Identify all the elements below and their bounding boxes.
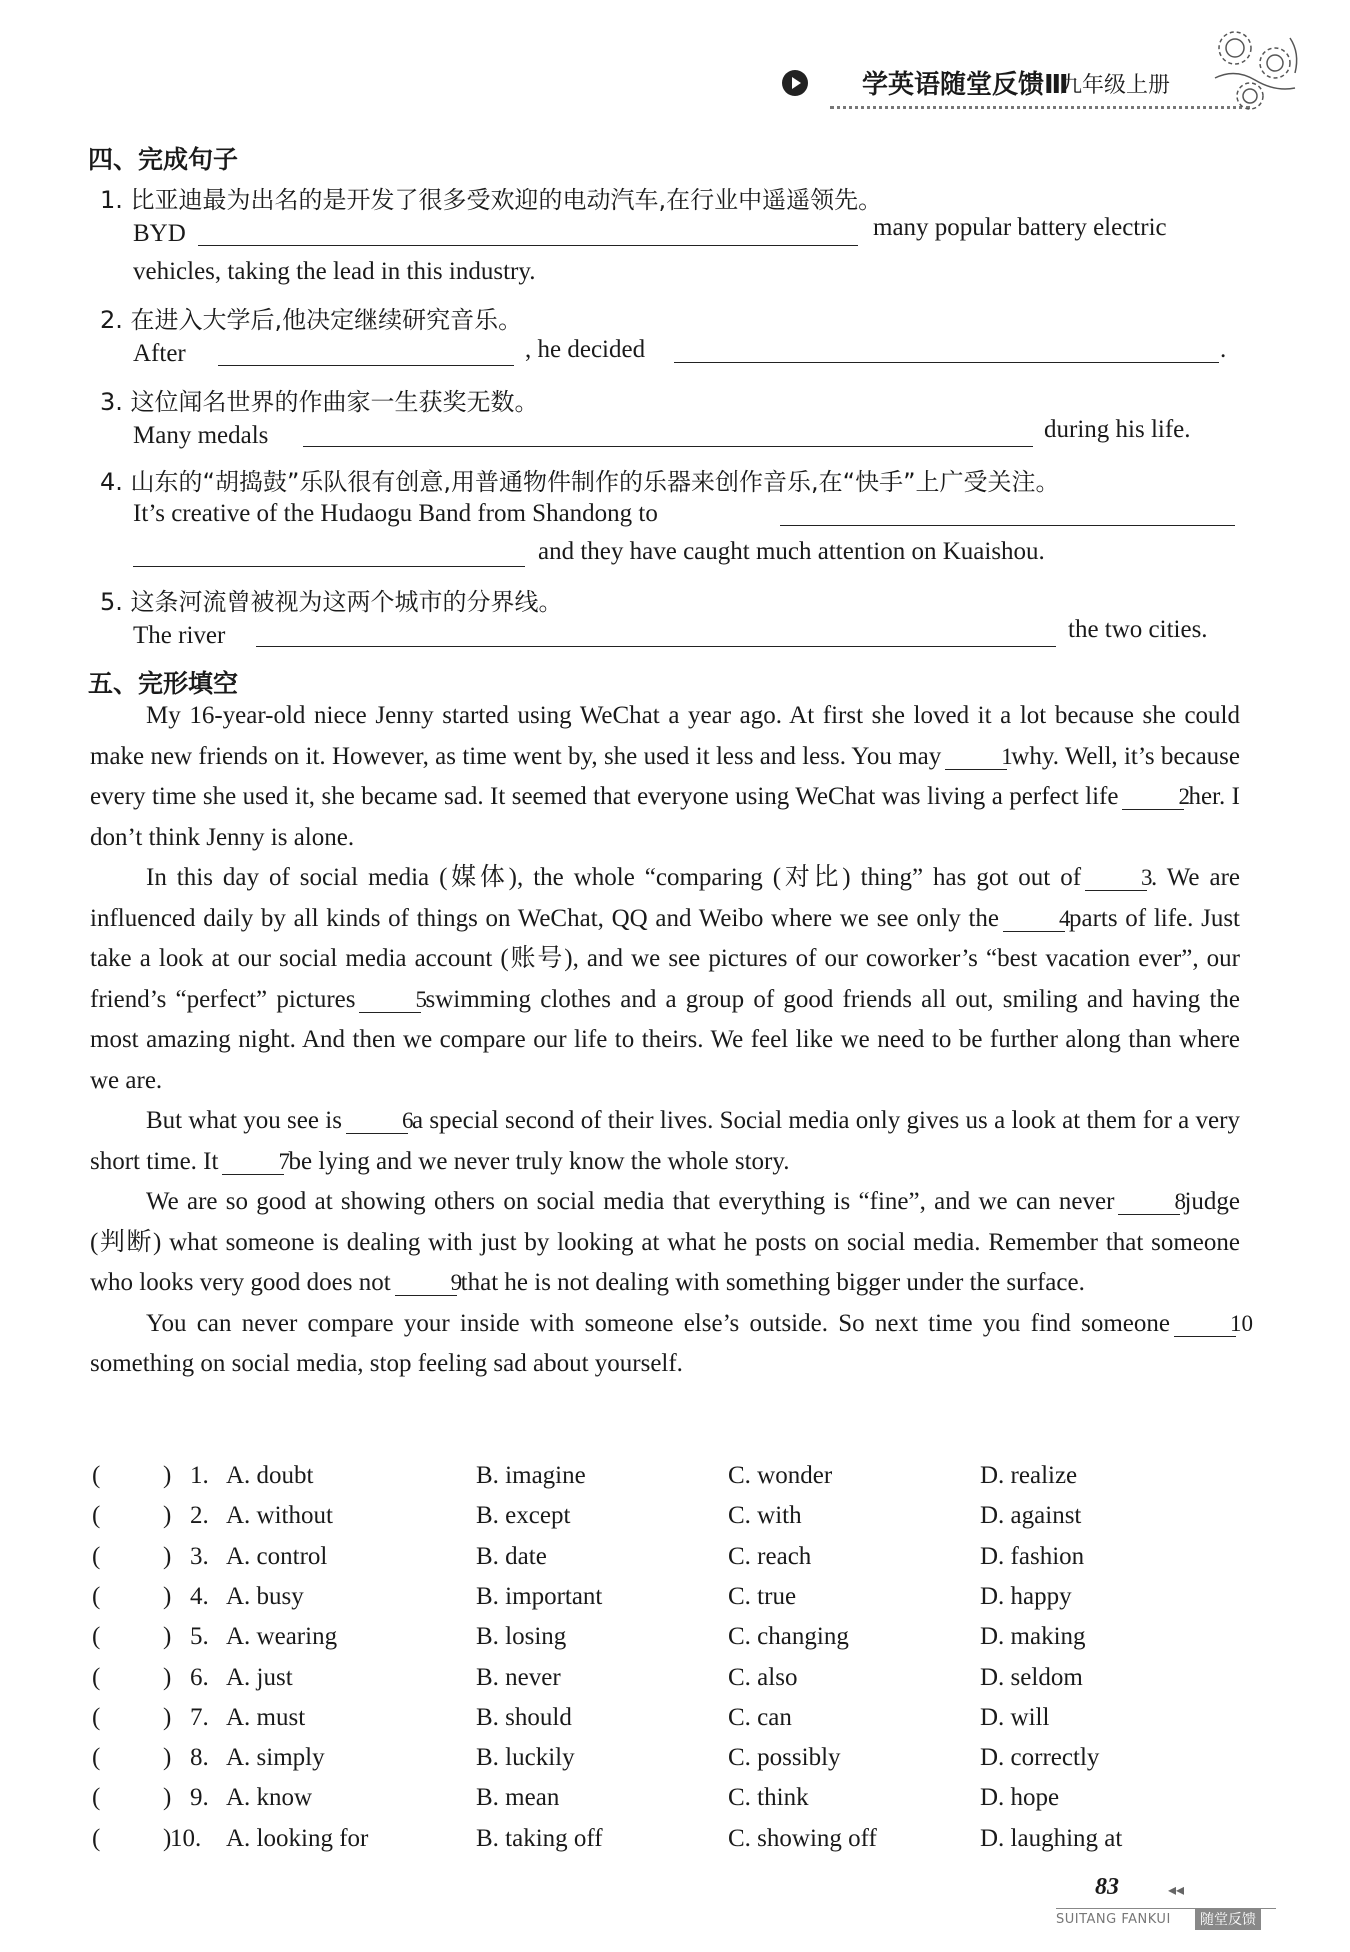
answer-paren-close: ) <box>163 1784 172 1812</box>
sentence-2-blank-b[interactable] <box>674 362 1219 363</box>
sentence-1-chinese: 1. 比亚迪最为出名的是开发了很多受欢迎的电动汽车,在行业中遥遥领先。 <box>100 186 883 214</box>
option-d[interactable]: D. fashion <box>980 1542 1085 1570</box>
answer-paren-open[interactable]: ( <box>92 1824 101 1852</box>
option-a[interactable]: A. just <box>226 1663 293 1691</box>
option-number: 10. <box>170 1824 202 1852</box>
sentence-1-blank[interactable] <box>198 245 858 246</box>
sentence-4-prefix: It’s creative of the Hudaogu Band from Shandong to <box>133 500 658 527</box>
cloze-blank-8[interactable]: 8 <box>1118 1190 1180 1215</box>
sentence-5-suffix: the two cities. <box>1068 616 1208 643</box>
answer-paren-open[interactable]: ( <box>92 1462 101 1489</box>
option-a[interactable]: A. must <box>226 1703 306 1731</box>
option-d[interactable]: D. seldom <box>980 1663 1083 1691</box>
cloze-blank-9[interactable]: 9 <box>395 1271 457 1296</box>
option-number: 6. <box>190 1663 209 1691</box>
answer-paren-close: ) <box>163 1824 172 1852</box>
option-a[interactable]: A. control <box>226 1542 328 1570</box>
option-b[interactable]: B. losing <box>476 1623 567 1651</box>
sentence-4-chinese: 4. 山东的“胡捣鼓”乐队很有创意,用普通物件制作的乐器来创作音乐,在“快手”上广受关注。 <box>100 468 1060 496</box>
option-d[interactable]: D. laughing at <box>980 1824 1123 1852</box>
option-d[interactable]: D. realize <box>980 1462 1078 1489</box>
option-d[interactable]: D. making <box>980 1623 1086 1651</box>
option-c[interactable]: C. wonder <box>728 1462 833 1489</box>
cloze-blank-5[interactable]: 5 <box>359 988 421 1013</box>
sentence-2-end: . <box>1220 336 1227 363</box>
footer-badge: 随堂反馈 <box>1195 1908 1261 1930</box>
sentence-4-line2: and they have caught much attention on Kuaishou. <box>538 538 1045 565</box>
sentence-4-blank-b[interactable] <box>133 566 525 567</box>
option-d[interactable]: D. happy <box>980 1582 1072 1610</box>
option-b[interactable]: B. except <box>476 1502 571 1530</box>
sentence-2-prefix: After <box>133 340 186 367</box>
sentence-2-middle: , he decided <box>525 336 646 363</box>
option-number: 1. <box>190 1462 209 1489</box>
footer-brand: SUITANG FANKUI <box>1056 1912 1171 1927</box>
option-b[interactable]: B. important <box>476 1582 603 1610</box>
answer-paren-open[interactable]: ( <box>92 1784 101 1812</box>
option-a[interactable]: A. doubt <box>226 1462 314 1489</box>
cloze-blank-3[interactable]: 3 <box>1085 866 1147 891</box>
option-c[interactable]: C. can <box>728 1703 792 1731</box>
cloze-blank-10[interactable]: 10 <box>1174 1312 1236 1337</box>
play-icon <box>782 70 808 96</box>
option-d[interactable]: D. against <box>980 1502 1082 1530</box>
sentence-3-suffix: during his life. <box>1044 416 1191 443</box>
option-number: 4. <box>190 1582 209 1610</box>
answer-paren-open[interactable]: ( <box>92 1542 101 1570</box>
option-number: 3. <box>190 1542 209 1570</box>
option-a[interactable]: A. without <box>226 1502 333 1530</box>
answer-paren-open[interactable]: ( <box>92 1502 101 1530</box>
option-b[interactable]: B. taking off <box>476 1824 603 1852</box>
answer-paren-open[interactable]: ( <box>92 1703 101 1731</box>
option-b[interactable]: B. luckily <box>476 1744 575 1772</box>
option-b[interactable]: B. imagine <box>476 1462 586 1489</box>
cloze-paragraph-3: But what you see is 6a special second of their lives. Social media only gives us a look at them for a very short time. It 7be lying and we never truly know the whole story. <box>90 1107 1240 1175</box>
option-c[interactable]: C. think <box>728 1784 809 1812</box>
answer-paren-close: ) <box>163 1744 172 1772</box>
sentence-4-blank-a[interactable] <box>780 525 1235 526</box>
cloze-blank-4[interactable]: 4 <box>1003 907 1065 932</box>
answer-paren-close: ) <box>163 1542 172 1570</box>
option-number: 5. <box>190 1623 209 1651</box>
answer-paren-open[interactable]: ( <box>92 1582 101 1610</box>
option-c[interactable]: C. changing <box>728 1623 849 1651</box>
option-a[interactable]: A. simply <box>226 1744 325 1772</box>
option-d[interactable]: D. will <box>980 1703 1050 1731</box>
option-c[interactable]: C. showing off <box>728 1824 877 1852</box>
answer-paren-close: ) <box>163 1582 172 1610</box>
answer-paren-close: ) <box>163 1462 172 1489</box>
answer-paren-open[interactable]: ( <box>92 1663 101 1691</box>
sentence-5-chinese: 5. 这条河流曾被视为这两个城市的分界线。 <box>100 588 563 616</box>
double-arrow-left-icon: ◂◂ <box>1168 1882 1185 1899</box>
option-d[interactable]: D. hope <box>980 1784 1060 1812</box>
option-number: 7. <box>190 1703 209 1731</box>
answer-paren-close: ) <box>163 1703 172 1731</box>
cloze-blank-6[interactable]: 6 <box>346 1109 408 1134</box>
option-c[interactable]: C. possibly <box>728 1744 841 1772</box>
option-c[interactable]: C. also <box>728 1663 798 1691</box>
cloze-paragraph-4: We are so good at showing others on social media that everything is “fine”, and we can never 8judge (判断) what someone is dealing with just by looking at what he posts on social media. Remember that someone who looks very good does not 9that he is not dealing with something bigger under the surface. <box>90 1188 1240 1296</box>
section-heading-complete-sentences: 四、完成句子 <box>88 145 239 174</box>
sentence-2-chinese: 2. 在进入大学后,他决定继续研究音乐。 <box>100 306 523 334</box>
cloze-passage <box>90 696 1253 1385</box>
option-number: 9. <box>190 1784 209 1812</box>
option-number: 8. <box>190 1744 209 1772</box>
option-a[interactable]: A. looking for <box>226 1824 369 1852</box>
answer-paren-close: ) <box>163 1663 172 1691</box>
flower-decoration-icon <box>1195 18 1325 128</box>
cloze-paragraph-2: In this day of social media (媒体), the whole “comparing (对比) thing” has got out of 3. We are influenced daily by all kinds of things on WeChat, QQ and Weibo where we see only the 4parts of life. Just take a look at our social media account (账号), and we see pictures of our coworker’s “best vacation ever”, our friend’s “perfect” pictures 5swimming clothes and a group of good friends all out, smiling and having the most amazing night. And then we compare our life to theirs. We feel like we need to be further along than where we are. <box>90 864 1241 1094</box>
sentence-5-prefix: The river <box>133 622 226 649</box>
option-number: 2. <box>190 1502 209 1530</box>
answer-paren-close: ) <box>163 1623 172 1651</box>
sentence-1-line2: vehicles, taking the lead in this industry. <box>133 258 536 285</box>
header-title: 学英语随堂反馈Ⅲ <box>862 70 1069 100</box>
header-dotted-rule <box>830 106 1250 109</box>
answer-paren-open[interactable]: ( <box>92 1623 101 1651</box>
option-a[interactable]: A. busy <box>226 1582 304 1610</box>
option-b[interactable]: B. mean <box>476 1784 560 1812</box>
answer-paren-close: ) <box>163 1502 172 1530</box>
sentence-1-prefix: BYD <box>133 220 186 247</box>
sentence-2-blank-a[interactable] <box>218 365 514 366</box>
option-c[interactable]: C. true <box>728 1582 797 1610</box>
option-c[interactable]: C. with <box>728 1502 802 1530</box>
page-number: 83 <box>1095 1874 1119 1900</box>
option-b[interactable]: B. should <box>476 1703 572 1731</box>
sentence-1-suffix: many popular battery electric <box>873 214 1167 241</box>
sentence-3-blank[interactable] <box>303 446 1033 447</box>
option-c[interactable]: C. reach <box>728 1542 812 1570</box>
sentence-5-blank[interactable] <box>256 646 1056 647</box>
section-heading-cloze: 五、完形填空 <box>88 669 239 698</box>
sentence-3-prefix: Many medals <box>133 422 269 449</box>
cloze-blank-2[interactable]: 2 <box>1122 785 1184 810</box>
answer-paren-open[interactable]: ( <box>92 1744 101 1772</box>
option-d[interactable]: D. correctly <box>980 1744 1100 1772</box>
option-b[interactable]: B. date <box>476 1542 547 1570</box>
cloze-blank-1[interactable]: 1 <box>945 745 1007 770</box>
cloze-blank-7[interactable]: 7 <box>222 1150 284 1175</box>
option-b[interactable]: B. never <box>476 1663 561 1691</box>
header-subtitle: 九年级上册 <box>1060 73 1171 98</box>
cloze-paragraph-5: You can never compare your inside with someone else’s outside. So next time you find someone 10something on social media, stop feeling sad about yourself. <box>90 1309 1253 1377</box>
option-a[interactable]: A. know <box>226 1784 313 1812</box>
sentence-3-chinese: 3. 这位闻名世界的作曲家一生获奖无数。 <box>100 388 539 416</box>
option-a[interactable]: A. wearing <box>226 1623 338 1651</box>
cloze-paragraph-1: My 16-year-old niece Jenny started using WeChat a year ago. At first she loved it a lot because she could make new friends on it. However, as time went by, she used it less and less. You may 1why. Well, it’s because every time she used it, she became sad. It seemed that everyone using WeChat was living a perfect life 2her. I don’t think Jenny is alone. <box>90 702 1240 851</box>
